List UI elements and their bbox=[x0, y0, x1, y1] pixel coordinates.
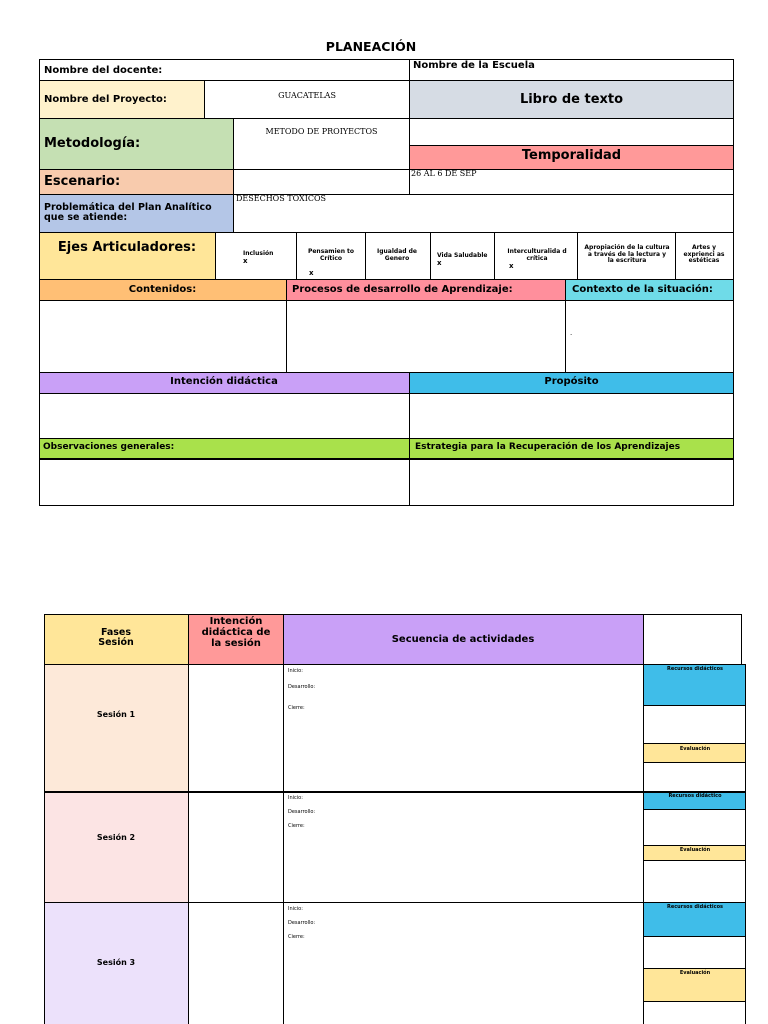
evaluacion-1-label: Evaluación bbox=[679, 746, 711, 752]
libro-label: Libro de texto bbox=[519, 92, 624, 107]
border-line bbox=[44, 614, 742, 615]
recursos-1-label: Recursos didácticos bbox=[666, 666, 724, 672]
border-line bbox=[741, 614, 742, 664]
border-line bbox=[644, 743, 746, 744]
border-line bbox=[565, 279, 566, 372]
border-line bbox=[409, 59, 410, 194]
border-line bbox=[44, 902, 746, 903]
border-line bbox=[39, 80, 734, 81]
border-line bbox=[644, 1001, 746, 1002]
metodologia-label: Metodología: bbox=[44, 136, 141, 151]
border-line bbox=[39, 118, 734, 119]
sesion-1-label: Sesión 1 bbox=[96, 710, 136, 719]
border-line bbox=[39, 169, 734, 170]
recursos-2-label: Recursos didáctico bbox=[668, 793, 722, 799]
metodologia-value: METODO DE PROIYECTOS bbox=[265, 127, 378, 136]
cierre-label: Cierre: bbox=[288, 705, 305, 711]
recursos-3-label: Recursos didácticos bbox=[666, 904, 724, 910]
cierre-label: Cierre: bbox=[288, 823, 305, 829]
contenidos-header: Contenidos: bbox=[128, 284, 197, 295]
border-line bbox=[577, 232, 578, 279]
sesion-3-label: Sesión 3 bbox=[96, 958, 136, 967]
border-line bbox=[644, 968, 746, 969]
eje-mark: x bbox=[437, 259, 442, 267]
border-line bbox=[296, 232, 297, 279]
sesion-2-bg bbox=[44, 792, 188, 902]
border-line bbox=[409, 372, 410, 506]
problematica-value: DESECHOS TOXICOS bbox=[236, 194, 327, 203]
contexto-dot: . bbox=[570, 329, 573, 337]
inicio-label: Inicio: bbox=[288, 906, 303, 912]
border-line bbox=[39, 438, 734, 439]
secuencia-header: Secuencia de actividades bbox=[391, 634, 535, 645]
eje-label: Pensamien to Crítico bbox=[307, 248, 355, 262]
border-line bbox=[644, 705, 746, 706]
border-line bbox=[494, 232, 495, 279]
border-line bbox=[644, 762, 746, 763]
estrategia-header: Estrategia para la Recuperación de los Aprendizajes bbox=[415, 442, 681, 452]
fases-header: Fases Sesión bbox=[98, 627, 134, 649]
border-line bbox=[365, 232, 366, 279]
inicio-label: Inicio: bbox=[288, 668, 303, 674]
evaluacion-3-label: Evaluación bbox=[679, 970, 711, 976]
eje-label: Vida Saludable bbox=[437, 252, 488, 259]
cierre-label: Cierre: bbox=[288, 934, 305, 940]
temporalidad-value: 26 AL 6 DE SEP bbox=[411, 169, 477, 178]
border-line bbox=[39, 232, 734, 233]
page-title: PLANEACIÓN bbox=[325, 39, 417, 54]
border-line bbox=[39, 59, 734, 60]
eje-label: Artes y exprienci as estéticas bbox=[683, 244, 725, 265]
eje-label: Igualdad de Genero bbox=[377, 248, 417, 262]
border-line bbox=[286, 279, 287, 372]
border-line bbox=[644, 845, 746, 846]
desarrollo-label: Desarrollo: bbox=[288, 684, 316, 690]
intencion-header: Intención didáctica bbox=[170, 376, 278, 387]
eje-mark: x bbox=[509, 262, 514, 270]
escuela-label: Nombre de la Escuela bbox=[413, 60, 535, 71]
desarrollo-label: Desarrollo: bbox=[288, 809, 316, 815]
contexto-header: Contexto de la situación: bbox=[572, 284, 713, 295]
ejes-label: Ejes Articuladores: bbox=[57, 240, 197, 255]
proyecto-label: Nombre del Proyecto: bbox=[44, 94, 167, 105]
border-line bbox=[215, 232, 216, 279]
sesion-2-label: Sesión 2 bbox=[96, 833, 136, 842]
border-line bbox=[39, 505, 734, 506]
observaciones-header: Observaciones generales: bbox=[43, 442, 175, 452]
escenario-label: Escenario: bbox=[44, 174, 121, 189]
eje-mark: x bbox=[243, 257, 248, 265]
docente-label: Nombre del docente: bbox=[44, 65, 163, 76]
eje-mark: x bbox=[309, 269, 314, 277]
border-line bbox=[675, 232, 676, 279]
border-line bbox=[644, 809, 746, 810]
problematica-label: Problemática del Plan Analítico que se atiende: bbox=[44, 202, 212, 224]
procesos-header: Procesos de desarrollo de Aprendizaje: bbox=[292, 284, 513, 295]
proposito-header: Propósito bbox=[544, 376, 599, 387]
evaluacion-2-label: Evaluación bbox=[679, 847, 711, 853]
border-line bbox=[644, 936, 746, 937]
border-line bbox=[44, 791, 746, 793]
desarrollo-label: Desarrollo: bbox=[288, 920, 316, 926]
border-line bbox=[283, 614, 284, 1024]
border-line bbox=[39, 458, 734, 460]
border-line bbox=[39, 393, 734, 394]
border-line bbox=[409, 145, 734, 146]
sesion-1-bg bbox=[44, 664, 188, 791]
border-line bbox=[188, 614, 189, 1024]
border-line bbox=[39, 372, 734, 373]
eje-label: Inclusión bbox=[243, 250, 274, 257]
inicio-label: Inicio: bbox=[288, 795, 303, 801]
eje-label: Apropiación de la cultura a través de la lectura y la escritura bbox=[584, 244, 670, 265]
border-line bbox=[643, 614, 644, 1024]
border-line bbox=[39, 279, 734, 280]
border-line bbox=[39, 194, 734, 195]
intencion-sesion-header: Intención didáctica de la sesión bbox=[201, 616, 271, 649]
border-line bbox=[430, 232, 431, 279]
temporalidad-label: Temporalidad bbox=[521, 148, 622, 163]
proyecto-value: GUACATELAS bbox=[278, 91, 336, 100]
border-line bbox=[644, 860, 746, 861]
border-line bbox=[44, 664, 746, 665]
eje-label: Interculturalida d crítica bbox=[507, 248, 567, 262]
border-line bbox=[39, 300, 734, 301]
border-line bbox=[745, 664, 746, 1024]
